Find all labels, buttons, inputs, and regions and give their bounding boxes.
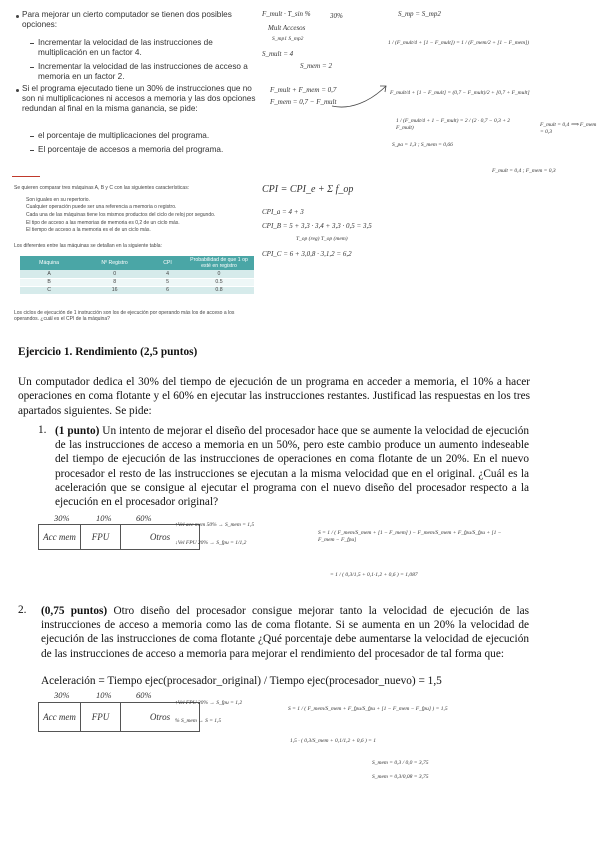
q2-note-mem: % S_mem → S = 1,5 [175,718,222,724]
note-fmult: F_mult · T_sin % [262,10,311,18]
q2-seg-mem: Acc mem [39,703,81,731]
note-mult-accesos: Mult Accesos [268,24,306,32]
slide2-question: Los ciclos de ejecución de 1 instrucción son los de ejecución por operando más los de acceso a los operandos. ¿cuál es el CPI de la máquina? [14,310,235,323]
q2-note-fpu: ↑Vel FPU 20% → S_fpu = 1,2 [175,700,243,706]
table-cell: 0 [78,270,151,278]
table-cell: 5 [151,278,184,286]
exercise-intro: Un computador dedica el 30% del tiempo de ejecución de un programa en acceder a memoria, el 10% a hacer operaciones en coma flotante y el 60% en ejecutar las instrucciones restantes. Justificad las respuestas en los tres apartados siguientes. Se pide: [18,376,530,417]
q1-pct-mem: 30% [54,513,70,523]
note-eq4: F_mult = 0,4 ⟹ F_mem = 0,3 [540,122,597,135]
note-eq5: S_pa = 1,3 ; S_mem = 0,66 [392,142,453,148]
q1-formula: S = 1 / ( F_mem/S_mem + [1 − F_mem] ) − F_mem/S_mem + F_fpu/S_fpu + [1 − F_mem − F_fpu] [318,530,502,543]
q1-result: = 1 / ( 0,3/1,5 + 0,1·1,2 + 0,6 ) = 1,087 [330,572,418,578]
table-cell: 6 [151,286,184,294]
note-fmem: F_mem = 0,7 − F_mult [270,98,337,106]
slide1-scenario: Si el programa ejecutado tiene un 30% de instrucciones que no son ni multiplicaciones ni accesos a memoria y las dos opciones redundan al final en la misma ganancia, se pide: [22,84,256,114]
q1-seg-otros: Otros [149,532,171,542]
dash [30,43,34,44]
slide1-intro: Para mejorar un cierto computador se tienen dos posibles opciones: [22,10,232,30]
slide1-ask-b: El porcentaje de accesos a memoria del programa. [38,145,224,154]
table-cell: A [20,270,78,278]
col-header: Nº Registro [78,256,151,270]
note-eq6: F_mult = 0,4 ; F_mem = 0,3 [492,168,556,174]
slide-multiplication-memory [14,10,260,158]
bullet [16,15,19,18]
col-header: Máquina [20,256,78,270]
table-cell: 0.5 [184,278,254,286]
q2-seg-fpu: FPU [81,703,121,731]
slide2-b3: Cada una de las máquinas tiene los mismos productos del ciclo de reloj por segundo. [26,212,216,218]
table-header-row [20,256,254,270]
slide2-b4: El tipo de acceso a las memorias de memoria es 0,2 de un ciclo más. [26,220,180,226]
q2-body: Otro diseño del procesador consigue mejorar tanto la velocidad de ejecución de las instrucciones de acceso a memoria como las de coma flotante. Si se aumenta en un 20% la velocidad de ejecución de las instrucciones de coma flotante ¿Qué porcentaje debe aumentarse la velocidad de ejecución de las instrucciones de acceso a memoria para mejorar el rendimiento del procesador de tal forma que: [41,605,529,660]
red-rule [12,176,40,177]
q2-formula-1: S = 1 / ( F_mem/S_mem + F_fpu/S_fpu + [1 − F_mem − F_fpu] ) = 1,5 [288,706,448,712]
table-row [20,270,254,278]
q2-time-bar [38,702,200,732]
table-cell: 0.8 [184,286,254,294]
table-row [20,286,254,294]
col-header: Probabilidad de que 1 op esté en registro [184,256,254,270]
q2-pct-otros: 60% [136,690,152,700]
q2-formula-3: S_mem = 0,3 / 0,0 = 3,75 [372,760,429,766]
q1-pct-otros: 60% [136,513,152,523]
table-cell: C [20,286,78,294]
q2-formula-4: S_mem = 0,3/0,08 = 3,75 [372,774,429,780]
dash [30,67,34,68]
q1-number: 1. [38,424,47,436]
table-cell: 4 [151,270,184,278]
q1-seg-mem: Acc mem [39,525,81,549]
table-cell: 16 [78,286,151,294]
col-header: CPI [151,256,184,270]
slide1-option-b: Incrementar la velocidad de las instrucciones de acceso a memoria en un factor 2. [38,62,248,82]
table-cell: B [20,278,78,286]
note-top: T_op (reg) T_op (mem) [296,236,348,242]
q2-formula: Aceleración = Tiempo ejec(procesador_original) / Tiempo ejec(procesador_nuevo) = 1,5 [41,675,442,687]
q2-pct-fpu: 10% [96,690,112,700]
note-eq2: F_mult/4 + [1 − F_mult] = (0,7 − F_mult)/2 + [0,7 + F_mult] [390,90,530,96]
q1-seg-fpu: FPU [81,525,121,549]
note-30: 30% [330,12,343,20]
dash [30,150,34,151]
note-smult: S_mult = 4 [262,50,294,58]
note-smp-equal: S_mp = S_mp2 [398,10,441,18]
q2-points: (0,75 puntos) [41,605,108,617]
cpi-table-wrap [20,256,254,295]
slide1-option-a: Incrementar la velocidad de las instrucciones de multiplicación en un factor 4. [38,38,213,58]
cpi-table [20,256,254,295]
note-smp1-smp2: S_mp1 S_mp2 [272,36,304,42]
q2-seg-otros: Otros [149,712,171,722]
table-row [20,278,254,286]
slide1-ask-a: el porcentaje de multiplicaciones del programa. [38,131,210,140]
q1-note-mem: ↑Vel acc mem 50% → S_mem = 1,5 [175,522,255,528]
q1-points: (1 punto) [55,425,100,437]
table-cell: 0 [184,270,254,278]
note-cpi-c: CPI_C = 6 + 3,0,8 · 3,1,2 = 6,2 [262,250,352,258]
exercise-title: Ejercicio 1. Rendimiento (2,5 puntos) [18,346,198,358]
slide2-b5: El tiempo de acceso a la memoria es el de un ciclo más. [26,227,151,233]
note-smem: S_mem = 2 [300,62,332,70]
q1-body: Un intento de mejorar el diseño del procesador hace que se aumente la velocidad de ejecución de las instrucciones de acceso a memoria en un 50%, pero este cambio produce un aumento indeseable del tiempo de ejecución de las instrucciones de operaciones en coma flotante de un 20%. En el nuevo procesador el resto de las instrucciones se ejecutan a la misma velocidad que en el original. ¿Cuál es la aceleración que se consigue al ejecutar el programa con el nuevo diseño del procesador respecto a la ejecución en el procesador original? [55,425,529,509]
exercise-1 [18,345,530,418]
note-fsum: F_mult + F_mem = 0,7 [270,86,337,94]
slide2-b6: Los diferentes entre las máquinas se detallan en la siguiente tabla: [14,243,162,249]
note-cpi-b: CPI_B = 5 + 3,3 · 3,4 + 3,3 · 0,5 = 3,5 [262,222,372,230]
slide2-b2: Cualquier operación puede ser una referencia a memoria o registro. [26,204,177,210]
q1-pct-fpu: 10% [96,513,112,523]
note-eq3: 1 / (F_mult/4 + 1 − F_mult) = 2 / (2 · 0,7 − 0,3 + 2 F_mult) [396,118,511,131]
note-cpi-formula: CPI = CPI_e + Σ f_op [262,184,354,195]
note-cpi-a: CPI_a = 4 + 3 [262,208,304,216]
dash [30,136,34,137]
q2-number: 2. [18,604,27,616]
slide2-intro: Se quieren comparar tres máquinas A, B y C con las siguientes características: [14,185,190,191]
slide2-b1: Son iguales en su repertorio. [26,197,90,203]
q1-text [55,424,529,509]
q2-text [41,604,529,661]
q2-formula-2: 1,5 · ( 0,3/S_mem + 0,1/1,2 + 0,6 ) = 1 [290,738,376,744]
slide-cpi-machines [8,180,258,330]
note-eq1: 1 / (F_mult/4 + [1 − F_mult]) = 1 / (F_mem/2 + [1 − F_mem]) [388,40,530,46]
q1-note-fpu: ↓Vel FPU 20% → S_fpu = 1/1,2 [175,540,247,546]
bullet [16,89,19,92]
arrow-to-equation [330,82,390,112]
table-cell: 8 [78,278,151,286]
q2-pct-mem: 30% [54,690,70,700]
